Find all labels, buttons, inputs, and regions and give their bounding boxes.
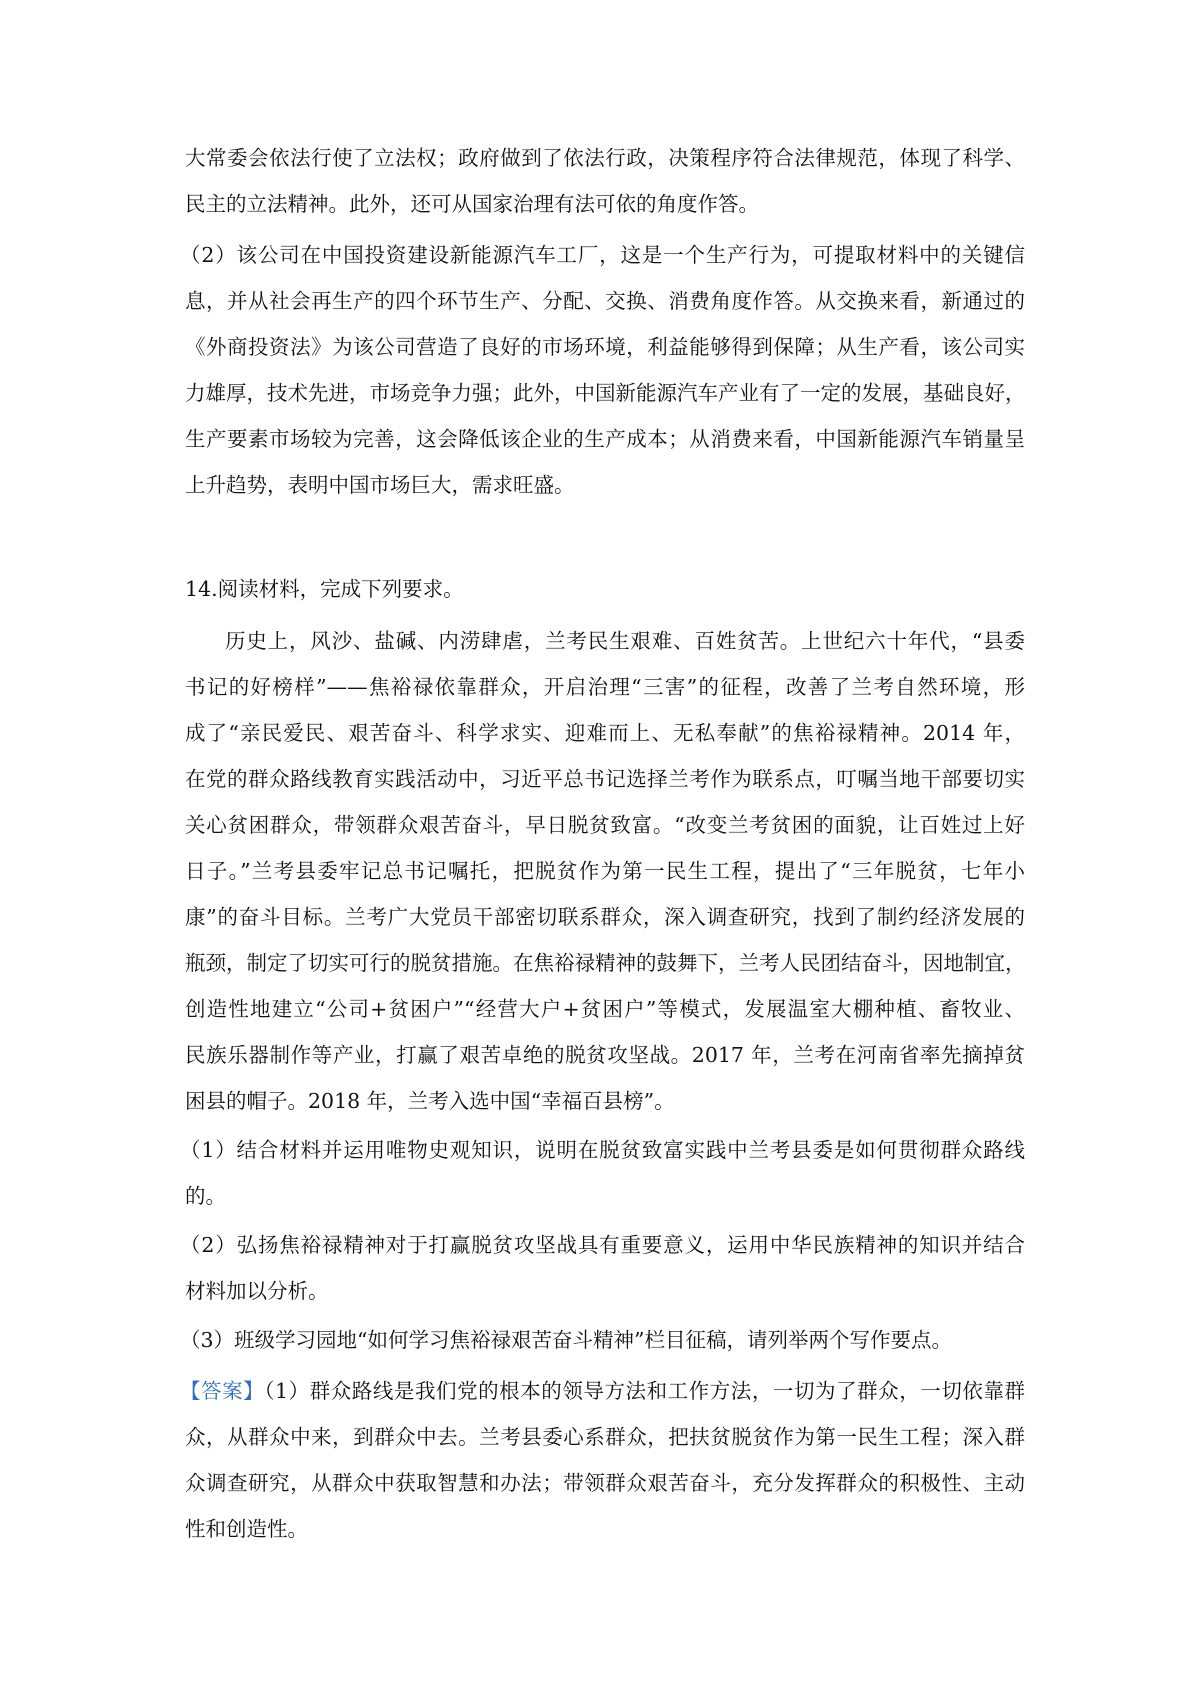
prev-answer-line-1: 大常委会依法行使了立法权；政府做到了依法行政，决策程序符合法律规范，体现了科学、 (185, 146, 1025, 170)
material-line-10: 民族乐器制作等产业，打赢了艰苦卓绝的脱贫攻坚战。2017 年，兰考在河南省率先摘掉贫 (185, 1043, 1025, 1067)
answer-line-1 (180, 1376, 1025, 1406)
prev-answer-part2-line-4: 力雄厚，技术先进，市场竞争力强；此外，中国新能源汽车产业有了一定的发展，基础良好， (185, 381, 1026, 405)
material-line-4: 在党的群众路线教育实践活动中，习近平总书记选择兰考作为联系点，叮嘱当地干部要切实 (185, 767, 1025, 791)
question-3: （3）班级学习园地“如何学习焦裕禄艰苦奋斗精神”栏目征稿，请列举两个写作要点。 (180, 1328, 953, 1352)
question-2-line-2: 材料加以分析。 (185, 1279, 329, 1303)
prev-answer-part2-line-5: 生产要素市场较为完善，这会降低该企业的生产成本；从消费来看，中国新能源汽车销量呈 (185, 427, 1025, 451)
material-line-5: 关心贫困群众，带领群众艰苦奋斗，早日脱贫致富。“改变兰考贫困的面貌，让百姓过上好 (185, 813, 1025, 837)
material-line-2: 书记的好榜样”——焦裕禄依靠群众，开启治理“三害”的征程，改善了兰考自然环境，形 (185, 675, 1025, 699)
prev-answer-part2-line-2: 息，并从社会再生产的四个环节生产、分配、交换、消费角度作答。从交换来看，新通过的 (185, 289, 1025, 313)
question-1-line-2: 的。 (185, 1184, 226, 1208)
prev-answer-line-2: 民主的立法精神。此外，还可从国家治理有法可依的角度作答。 (185, 192, 759, 216)
material-line-7: 康”的奋斗目标。兰考广大党员干部密切联系群众，深入调查研究，找到了制约经济发展的 (185, 905, 1025, 929)
answer-line-2: 众，从群众中来，到群众中去。兰考县委心系群众，把扶贫脱贫作为第一民生工程；深入群 (185, 1425, 1025, 1449)
material-line-1: 历史上，风沙、盐碱、内涝肆虐，兰考民生艰难、百姓贫苦。上世纪六十年代，“县委 (225, 629, 1025, 653)
question-2-line-1: （2）弘扬焦裕禄精神对于打赢脱贫攻坚战具有重要意义，运用中华民族精神的知识并结合 (180, 1233, 1025, 1257)
material-line-6: 日子。”兰考县委牢记总书记嘱托，把脱贫作为第一民生工程，提出了“三年脱贫，七年小 (185, 859, 1025, 883)
answer-line-4: 性和创造性。 (185, 1517, 308, 1541)
material-line-3: 成了“亲民爱民、艰苦奋斗、科学求实、迎难而上、无私奉献”的焦裕禄精神。2014 年， (185, 721, 1025, 745)
question-1-line-1: （1）结合材料并运用唯物史观知识，说明在脱贫致富实践中兰考县委是如何贯彻群众路线 (180, 1138, 1025, 1162)
answer-line-3: 众调查研究，从群众中获取智慧和办法；带领群众艰苦奋斗，充分发挥群众的积极性、主动 (185, 1471, 1025, 1495)
material-line-9: 创造性地建立“公司+贫困户”“经营大户+贫困户”等模式，发展温室大棚种植、畜牧业、 (185, 997, 1025, 1021)
question-14-title: 14.阅读材料，完成下列要求。 (185, 577, 464, 601)
prev-answer-part2-line-3: 《外商投资法》为该公司营造了良好的市场环境，利益能够得到保障；从生产看，该公司实 (185, 335, 1025, 359)
material-line-11: 困县的帽子。2018 年，兰考入选中国“幸福百县榜”。 (185, 1089, 675, 1113)
prev-answer-part2-line-6: 上升趋势，表明中国市场巨大，需求旺盛。 (185, 473, 575, 497)
material-line-8: 瓶颈，制定了切实可行的脱贫措施。在焦裕禄精神的鼓舞下，兰考人民团结奋斗，因地制宜， (185, 951, 1026, 975)
answer-line-1-text: （1）群众路线是我们党的根本的领导方法和工作方法，一切为了群众，一切依靠群 (264, 1379, 1026, 1403)
answer-label: 【答案】 (180, 1379, 265, 1403)
prev-answer-part2-line-1: （2）该公司在中国投资建设新能源汽车工厂，这是一个生产行为，可提取材料中的关键信 (180, 243, 1025, 267)
